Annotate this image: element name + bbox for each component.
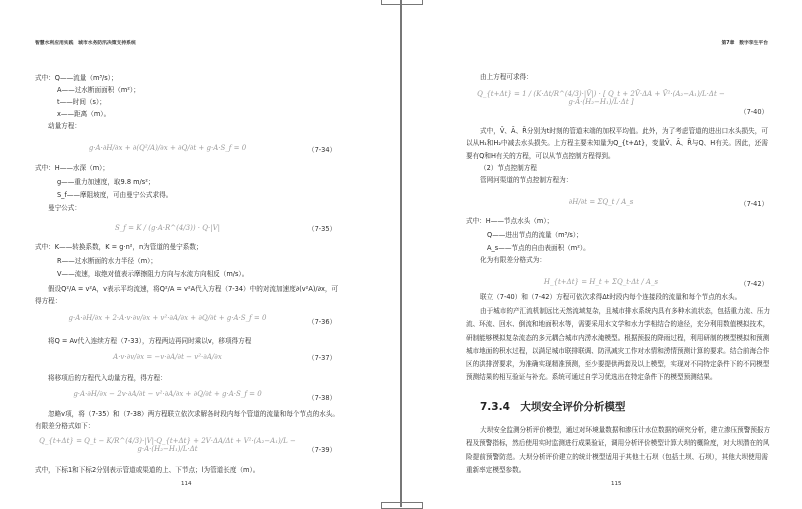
text-line: 化为有限差分格式为： <box>480 256 546 264</box>
text-line: 管网河渠道的节点控制方程为： <box>480 176 573 184</box>
equation: g·A·∂H/∂x + ∂(Q²/A)/∂x + ∂Q/∂t + g·A·S_f = 0 <box>88 144 247 152</box>
page-number: 115 <box>611 481 622 487</box>
text-line: x——距离（m）。 <box>57 110 111 118</box>
text-line: 以从H₁和H₂中减去水头损失。上方程主要未知量为Q_{t+Δt}，变量V̄、Ā、R̄与Q、H有关。因此，还需 <box>466 139 768 147</box>
text-line: V——流速，取绝对值表示摩擦阻力方向与水流方向相反（m/s）。 <box>57 270 249 278</box>
equation-number: （7-35） <box>308 225 337 233</box>
equation: ∂H/∂t = ΣQ_t / A_s <box>568 198 634 206</box>
subsection-title: （2）节点控制方程 <box>480 164 537 172</box>
text-line: Q——进出节点的流量（m³/s）； <box>487 231 583 239</box>
equation-number: （7-37） <box>308 354 337 362</box>
text-line: 要有Q和H有关的方程，可以从节点控制方程得到。 <box>466 152 615 160</box>
spine-clip-top <box>381 0 423 5</box>
equation-number: （7-41） <box>740 200 769 208</box>
equation-number: （7-39） <box>308 446 337 454</box>
text-line: 式中，V̄、Ā、R̄分别为t时刻的管道末端的加权平均值。此外，为了考虑管道的进出口水头损失，可 <box>480 127 768 135</box>
equation: Q_{t+Δt} = Q_t − K/R^(4/3)·|V|·Q_{t+Δt} + 2V·ΔA/Δt + V²·(A₂−A₁)/L − g·A·(H₂−H₁)/L·Δt <box>39 437 296 453</box>
text-line: R——过水断面的水力半径（m）； <box>57 257 158 265</box>
running-header-left: 智慧水利应用实践 城市水务防汛决策支持系统 <box>35 41 136 46</box>
text-line: 流、环流、回水、倒流和地面积水等，需要采用水文学和水力学相结合的途径，充分利用数值模拟技术， <box>466 320 770 328</box>
text-line: 险提前预警防范。大坝分析评价建立的统计模型适用于其他土石坝（包括土坝、石坝），其他大坝使用需 <box>466 453 768 461</box>
text-line: 预测结果的相互验证与补充。系统可通过自学习优选出在特定条件下的模型预测结果。 <box>466 373 717 381</box>
text-line: g——重力加速度，取9.8 m/s²； <box>57 178 155 186</box>
text-line: 联立（7-40）和（7-42）方程可依次求得Δt时段内每个连接段的流量和每个节点的水头。 <box>480 293 742 301</box>
text-line: 有限差分格式如下： <box>35 422 95 430</box>
text-line: t——时间（s）； <box>57 98 106 106</box>
equation: g·A·∂H/∂x − 2v·∂A/∂t − v²·∂A/∂x + ∂Q/∂t + g·A·S_f = 0 <box>73 390 262 398</box>
equation: A·v·∂v/∂x = −v·∂A/∂t − v²·∂A/∂x <box>113 353 222 361</box>
text-line: 重新率定模型参数。 <box>466 466 526 474</box>
text-line: 城市地面的积水过程，以满足城市联排联调、防汛减灾工作对水情和涝情预测计算的要求。结合前海合作 <box>466 347 770 355</box>
text-line: 大坝安全监测分析评价模型，通过对环境量数据和渗压计水位数据的研究分析，建立渗压预警预报方 <box>480 426 771 434</box>
text-line: 动量方程： <box>48 122 81 130</box>
book-spine <box>400 0 402 507</box>
equation: Q_{t+Δt} = 1 / (K·Δt/R^(4/3)·|V̄|) · [ Q_t + 2V̄·ΔA + V̄²·(A₂−A₁)/L·Δt − g·Ā·(H₂−H₁)/L·Δt ] <box>477 90 725 106</box>
text-line: 式中：H——水深（m）； <box>35 164 110 172</box>
section-heading: 7.3.4 大坝安全评价分析模型 <box>480 401 626 413</box>
text-line: A_s——节点的自由表面积（m²）。 <box>487 244 590 252</box>
text-line: 研制能够模拟复杂流态的多元耦合城市内涝水淹模型。根据预报的降雨过程，利用研制的模型模拟和预测 <box>466 334 770 342</box>
text-line: 由于城市的产汇流机制远比天然流域复杂，且城市排水系统内具有多种水流状态，包括重力流、压力 <box>480 307 771 315</box>
running-header-right: 第7章 数字孪生平台 <box>721 41 768 46</box>
page-number: 114 <box>181 481 192 487</box>
equation-number: （7-42） <box>740 280 769 288</box>
text-line: 将移项后的方程代入动量方程，得方程： <box>48 374 167 382</box>
text-line: 式中，下标1和下标2分别表示管道或渠道的上、下节点；l为管道长度（m）。 <box>35 466 260 474</box>
text-line: 忽略v项，将（7-35）和（7-38）两方程联立依次求解各时段内每个管道的流量和每个节点的水头。 <box>48 410 339 418</box>
equation-number: （7-40） <box>740 108 769 116</box>
text-line: 将Q = Av代入连续方程（7-33），方程两边再同时乘以v，移项得方程 <box>48 337 252 345</box>
text-line: 曼宁公式： <box>48 204 81 212</box>
equation: S_f = K / (g·A·R^(4/3)) · Q·|V| <box>115 224 220 232</box>
equation-number: （7-36） <box>308 318 337 326</box>
text-line: 程及预警指标，然后使用实时监测进行成果验证，调用分析评价模型计算大坝的概险度，对大坝潜在的风 <box>466 439 770 447</box>
text-line: 式中：Q——流量（m³/s）； <box>35 74 118 82</box>
text-line: 假设Q²/A = v²A，v表示平均流速，将Q²/A = v²A代入方程（7-34）中的对流加速度∂(v²A)/∂x，可 <box>48 285 339 293</box>
spine-clip-bottom <box>381 502 423 509</box>
equation-number: （7-34） <box>308 146 337 154</box>
text-line: A——过水断面面积（m²）； <box>57 86 140 94</box>
text-line: S_f——摩阻坡度，可由曼宁公式求得。 <box>57 191 173 199</box>
text-line: 式中：H——节点水头（m）； <box>466 217 554 225</box>
text-line: 区的洪排涝要求，为准确实现精准预测，至少要提供两套及以上模型，实现对不同特定条件下的不同模型 <box>466 360 770 368</box>
equation: g·A·∂H/∂x + 2·A·v·∂v/∂x + v²·∂A/∂x + ∂Q/∂t + g·A·S_f = 0 <box>68 314 267 322</box>
text-line: 式中：K——转换系数，K = g·n²，n为管道的曼宁系数； <box>35 243 203 251</box>
text-line: 由上方程可求得： <box>480 73 533 81</box>
equation: H_{t+Δt} = H_t + ΣQ_t·Δt / A_s <box>543 278 659 286</box>
equation-number: （7-38） <box>308 394 337 402</box>
text-line: 得方程： <box>35 297 62 305</box>
